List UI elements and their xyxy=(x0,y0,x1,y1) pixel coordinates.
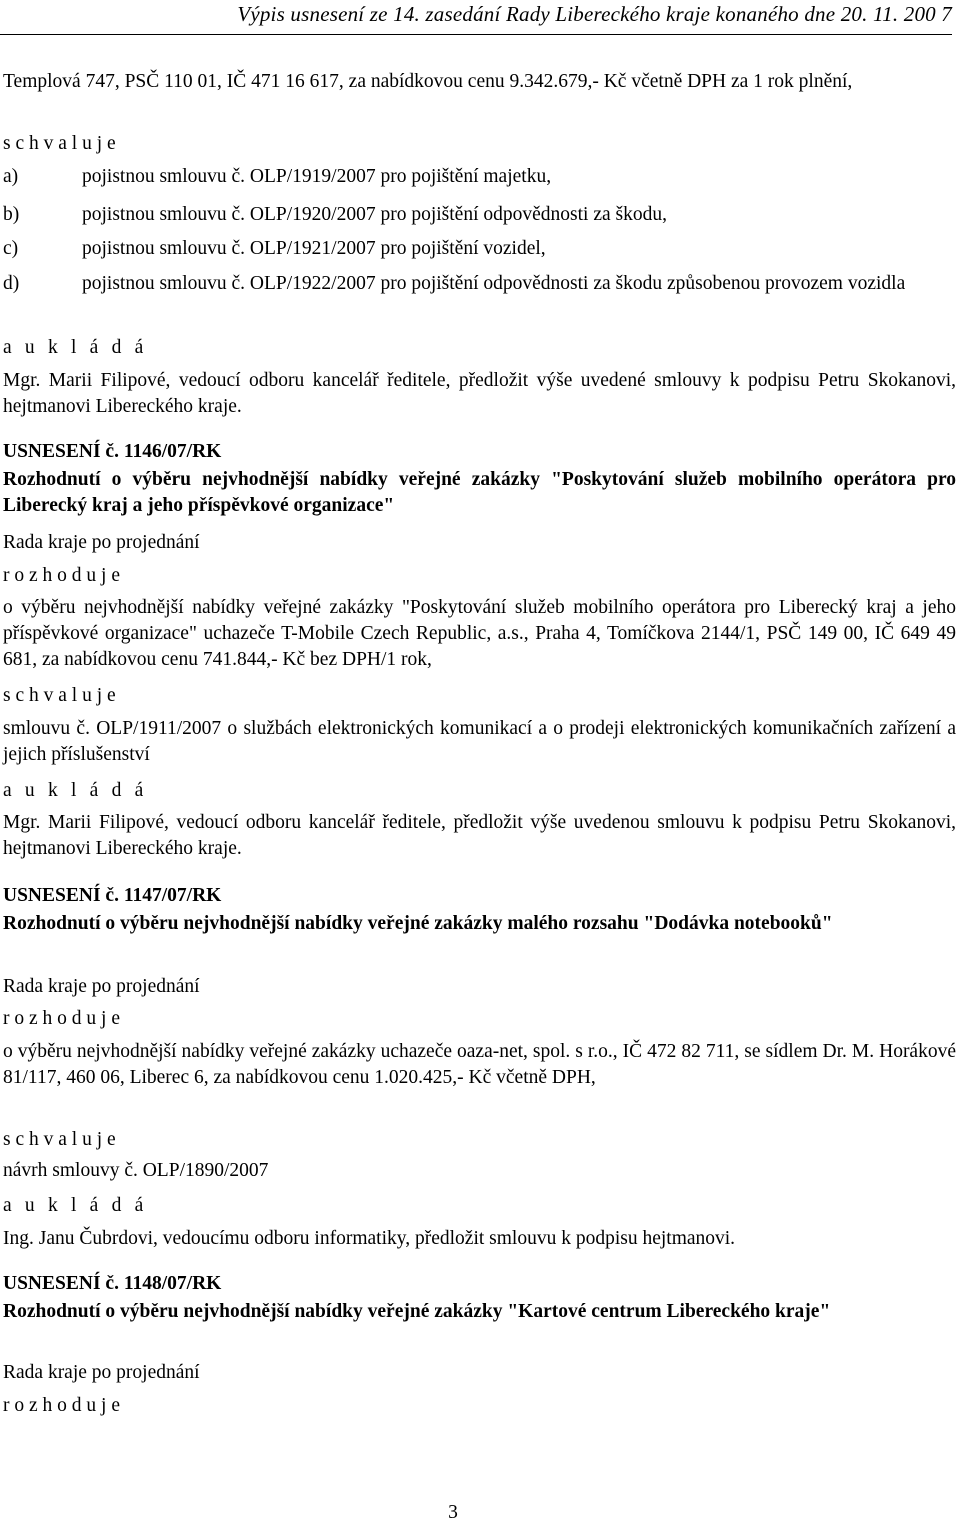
item-text-d: pojistnou smlouvu č. OLP/1922/2007 pro pojištění odpovědnosti za škodu způsobenou provozem vozidla xyxy=(82,273,906,294)
uklada-label-1146: a u k l á d á xyxy=(3,780,148,801)
uklada-paragraph: Mgr. Marii Filipové, vedoucí odboru kancelář ředitele, předložit výše uvedené smlouvy k podpisu Petru Skokanovi, hejtmanovi Libereckého kraje. xyxy=(3,370,956,417)
item-text-a: pojistnou smlouvu č. OLP/1919/2007 pro pojištění majetku, xyxy=(82,166,552,187)
rozhoduje-paragraph-1147: o výběru nejvhodnější nabídky veřejné zakázky uchazeče oaza-net, spol. s r.o., IČ 472 82 711, se sídlem Dr. M. Horákové 81/117, 460 06, Liberec 6, za nabídkovou cenu 1.020.425,- Kč včetně DPH, xyxy=(3,1041,956,1088)
item-letter-a: a) xyxy=(3,166,19,187)
resolution-title-1146: Rozhodnutí o výběru nejvhodnější nabídky veřejné zakázky "Poskytování služeb mobilního operátora pro Liberecký kraj a jeho příspěvkové organizace" xyxy=(3,469,956,516)
uklada-label: a u k l á d á xyxy=(3,337,148,358)
intro-paragraph: Templová 747, PSČ 110 01, IČ 471 16 617, za nabídkovou cenu 9.342.679,- Kč včetně DPH za 1 rok plnění, xyxy=(3,71,853,92)
resolution-number-1147: USNESENÍ č. 1147/07/RK xyxy=(3,885,222,906)
uklada-paragraph-1146: Mgr. Marii Filipové, vedoucí odboru kancelář ředitele, předložit výše uvedenou smlouvu k podpisu Petru Skokanovi, hejtmanovi Libereckého kraje. xyxy=(3,812,956,859)
page-number: 3 xyxy=(448,1502,458,1523)
schvaluje-label-1147: s c h v a l u j e xyxy=(3,1129,116,1150)
header-divider xyxy=(0,34,952,35)
uklada-paragraph-1147: Ing. Janu Čubrdovi, vedoucímu odboru informatiky, předložit smlouvu k podpisu hejtmanovi. xyxy=(3,1228,736,1249)
resolution-number-1148: USNESENÍ č. 1148/07/RK xyxy=(3,1273,222,1294)
resolution-title-1148: Rozhodnutí o výběru nejvhodnější nabídky veřejné zakázky "Kartové centrum Libereckého kraje" xyxy=(3,1301,831,1322)
item-text-c: pojistnou smlouvu č. OLP/1921/2007 pro pojištění vozidel, xyxy=(82,238,546,259)
rozhoduje-label-1148: r o z h o d u j e xyxy=(3,1395,120,1416)
item-text-b: pojistnou smlouvu č. OLP/1920/2007 pro pojištění odpovědnosti za škodu, xyxy=(82,204,667,225)
rada-label-1146: Rada kraje po projednání xyxy=(3,532,200,553)
page-header-title: Výpis usnesení ze 14. zasedání Rady Libereckého kraje konaného dne 20. 11. 200 7 xyxy=(237,2,952,26)
schvaluje-paragraph-1147: návrh smlouvy č. OLP/1890/2007 xyxy=(3,1160,269,1181)
rozhoduje-paragraph-1146: o výběru nejvhodnější nabídky veřejné zakázky "Poskytování služeb mobilního operátora pro Liberecký kraj a jeho příspěvkové organizace" uchazeče T-Mobile Czech Republic, a.s., Praha 4, Tomíčkova 2144/1, PSČ 149 00, IČ 649 49 681, za nabídkovou cenu 741.844,- Kč bez DPH/1 rok, xyxy=(3,597,956,670)
rada-label-1147: Rada kraje po projednání xyxy=(3,976,200,997)
item-letter-b: b) xyxy=(3,204,20,225)
uklada-label-1147: a u k l á d á xyxy=(3,1195,148,1216)
schvaluje-paragraph-1146: smlouvu č. OLP/1911/2007 o službách elektronických komunikací a o prodeji elektronických komunikačních zařízení a jejich příslušenství xyxy=(3,718,956,765)
item-letter-c: c) xyxy=(3,238,19,259)
rada-label-1148: Rada kraje po projednání xyxy=(3,1362,200,1383)
rozhoduje-label-1147: r o z h o d u j e xyxy=(3,1008,120,1029)
resolution-number-1146: USNESENÍ č. 1146/07/RK xyxy=(3,441,222,462)
item-letter-d: d) xyxy=(3,273,20,294)
schvaluje-label: s c h v a l u j e xyxy=(3,133,116,154)
resolution-title-1147: Rozhodnutí o výběru nejvhodnější nabídky veřejné zakázky malého rozsahu "Dodávka notebooků" xyxy=(3,913,833,934)
schvaluje-label-1146: s c h v a l u j e xyxy=(3,685,116,706)
rozhoduje-label-1146: r o z h o d u j e xyxy=(3,565,120,586)
